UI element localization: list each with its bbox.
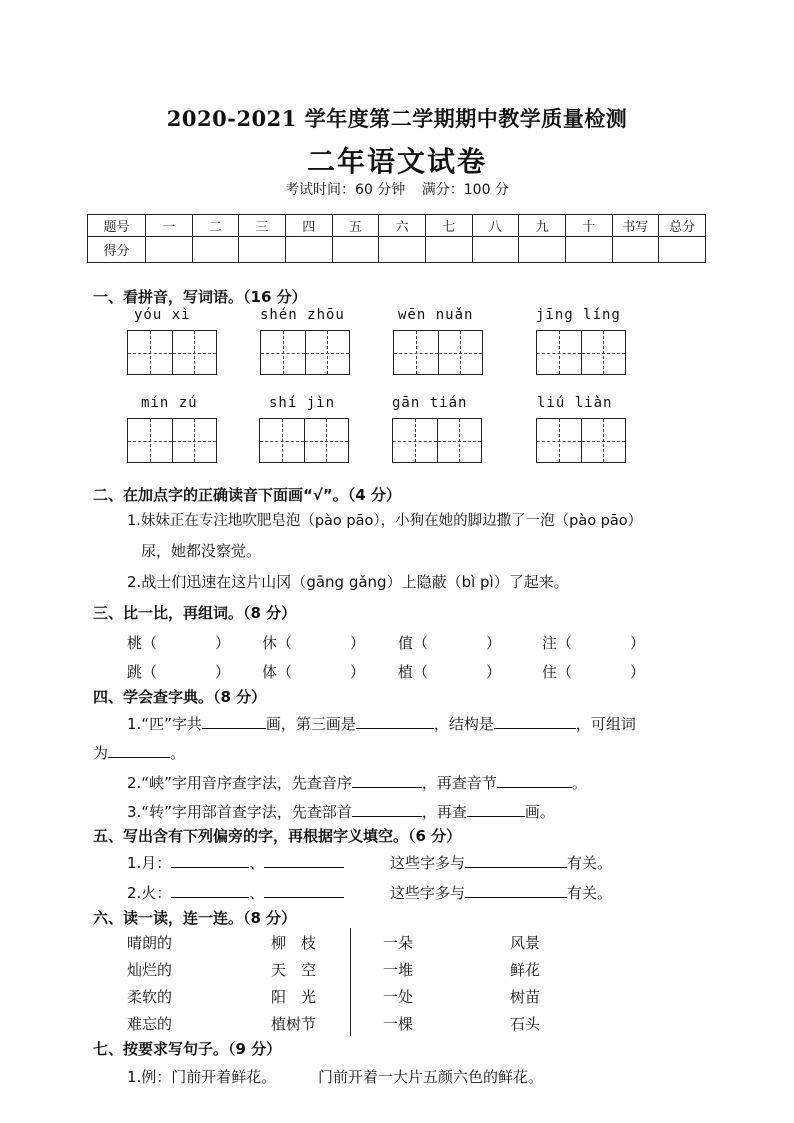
s3-item-close: ） [630, 634, 646, 652]
exam-subtitle: 二年语文试卷 [306, 145, 487, 178]
score-cell[interactable] [659, 237, 706, 263]
answer-blank[interactable] [465, 851, 567, 868]
col-1: 一 [146, 215, 193, 237]
s5-question-2-tail: 这些字多与 有关。 [390, 881, 612, 903]
s3-item: 住（ [542, 663, 573, 681]
writing-grid[interactable] [260, 330, 350, 375]
match-item-adjective[interactable]: 灿烂的 [127, 961, 173, 979]
match-item-object[interactable]: 鲜花 [510, 961, 541, 979]
answer-blank[interactable] [497, 771, 572, 788]
writing-grid[interactable] [127, 418, 217, 463]
writing-grid[interactable] [536, 418, 626, 463]
section-4-heading: 四、学会查字典。（8 分） [93, 688, 267, 706]
match-item-measure[interactable]: 一堆 [383, 961, 414, 979]
s5-question-1-tail: 这些字多与 有关。 [390, 851, 612, 873]
section-2-heading: 二、在加点字的正确读音下面画“√”。（4 分） [93, 486, 401, 504]
match-item-object[interactable]: 树苗 [510, 988, 541, 1006]
pinyin-2: shén zhōu [260, 307, 345, 323]
match-item-measure[interactable]: 一棵 [383, 1015, 414, 1033]
s5-question-2: 2.火： 、 [127, 881, 344, 903]
score-cell[interactable] [612, 237, 659, 263]
score-table-score-row [88, 237, 706, 263]
answer-blank[interactable] [352, 771, 422, 788]
section-6-heading: 六、读一读，连一连。（8 分） [93, 909, 297, 927]
pinyin-8: liú liàn [537, 395, 613, 411]
match-item-adjective[interactable]: 柔软的 [127, 988, 173, 1006]
col-5: 五 [332, 215, 379, 237]
score-cell[interactable] [285, 237, 332, 263]
s4-question-2: 2.“峡”字用音序查字法，先查音序 ，再查音节 。 [127, 771, 587, 793]
answer-blank[interactable] [171, 851, 249, 868]
s4-question-3: 3.“转”字用部首查字法，先查部首 ，再查 画。 [127, 800, 555, 822]
col-3: 三 [239, 215, 286, 237]
exam-time: 考试时间：60 分钟 [285, 182, 406, 198]
s2-question-2: 2.战士们迅速在这片山冈（gāng gǎng）上隐蔽（bì pì）了起来。 [127, 573, 569, 591]
match-item-noun[interactable]: 阳 光 [271, 988, 317, 1006]
answer-blank[interactable] [352, 800, 422, 817]
writing-grid[interactable] [393, 330, 483, 375]
row-label-number: 题号 [88, 215, 146, 237]
s3-item-close: ） [215, 663, 231, 681]
match-item-object[interactable]: 风景 [510, 934, 541, 952]
exam-full-score: 满分：100 分 [421, 182, 509, 198]
match-item-measure[interactable]: 一处 [383, 988, 414, 1006]
match-item-measure[interactable]: 一朵 [383, 934, 414, 952]
s5-question-1: 1.月： 、 [127, 851, 344, 873]
row-label-score: 得分 [88, 237, 146, 263]
answer-blank[interactable] [264, 881, 344, 898]
match-item-noun[interactable]: 柳 枝 [271, 934, 317, 952]
match-item-noun[interactable]: 植树节 [271, 1015, 317, 1033]
score-cell[interactable] [472, 237, 519, 263]
score-cell[interactable] [192, 237, 239, 263]
col-6: 六 [379, 215, 426, 237]
s3-item-close: ） [350, 634, 366, 652]
pinyin-7: gān tián [392, 395, 468, 411]
pinyin-1: yóu xì [134, 307, 191, 323]
pinyin-3: wēn nuǎn [398, 307, 474, 323]
writing-grid[interactable] [536, 330, 626, 375]
exam-info [0, 179, 794, 199]
pinyin-4: jīng líng [536, 307, 621, 323]
col-8: 八 [472, 215, 519, 237]
s3-item: 注（ [542, 634, 573, 652]
answer-blank[interactable] [108, 741, 170, 758]
s7-example-expanded: 门前开着一大片五颜六色的鲜花。 [318, 1068, 544, 1086]
answer-blank[interactable] [494, 712, 576, 729]
s3-item: 植（ [398, 663, 429, 681]
s3-item-close: ） [350, 663, 366, 681]
s3-item-close: ） [215, 634, 231, 652]
score-table-header-row [88, 215, 706, 237]
score-cell[interactable] [519, 237, 566, 263]
col-handwriting: 书写 [612, 215, 659, 237]
pinyin-5: mín zú [141, 395, 198, 411]
section-3-heading: 三、比一比，再组词。（8 分） [93, 604, 297, 622]
match-item-adjective[interactable]: 晴朗的 [127, 934, 173, 952]
match-item-adjective[interactable]: 难忘的 [127, 1015, 173, 1033]
exam-title: 2020-2021 学年度第二学期期中教学质量检测 [166, 106, 628, 131]
score-cell[interactable] [332, 237, 379, 263]
col-2: 二 [192, 215, 239, 237]
s4-question-1: 1.“匹”字共 画，第三画是 ，结构是 ，可组词 [127, 712, 636, 734]
s2-question-1-line-1: 1.妹妹正在专注地吹肥皂泡（pào pāo），小狗在她的脚边撒了一泡（pào pāo） [127, 513, 643, 529]
writing-grid[interactable] [392, 418, 482, 463]
answer-blank[interactable] [264, 851, 344, 868]
answer-blank[interactable] [171, 881, 249, 898]
match-item-object[interactable]: 石头 [510, 1015, 541, 1033]
s2-question-1-line-2: 尿，她都没察觉。 [141, 542, 262, 560]
s3-item-close: ） [630, 663, 646, 681]
col-7: 七 [425, 215, 472, 237]
s3-item: 值（ [398, 634, 429, 652]
match-item-noun[interactable]: 天 空 [271, 961, 317, 979]
s3-item-close: ） [486, 634, 502, 652]
s4-question-1-cont: 为 。 [93, 741, 185, 763]
column-divider [350, 928, 351, 1036]
s3-item-close: ） [486, 663, 502, 681]
s3-item: 跳（ [127, 663, 158, 681]
s7-example-sentence: 1.例：门前开着鲜花。 [127, 1068, 277, 1086]
answer-blank[interactable] [467, 800, 525, 817]
pinyin-6: shí jìn [269, 395, 336, 411]
score-table [87, 214, 706, 263]
section-1-heading: 一、看拼音，写词语。（16 分） [93, 288, 307, 306]
answer-blank[interactable] [202, 712, 266, 729]
score-cell[interactable] [379, 237, 426, 263]
section-7-heading: 七、按要求写句子。（9 分） [93, 1040, 282, 1058]
col-10: 十 [565, 215, 612, 237]
writing-grid[interactable] [127, 330, 217, 375]
score-cell[interactable] [565, 237, 612, 263]
score-cell[interactable] [425, 237, 472, 263]
s3-item: 休（ [262, 634, 293, 652]
col-4: 四 [285, 215, 332, 237]
answer-blank[interactable] [465, 881, 567, 898]
score-cell[interactable] [146, 237, 193, 263]
s3-item: 桃（ [127, 634, 158, 652]
answer-blank[interactable] [356, 712, 434, 729]
writing-grid[interactable] [259, 418, 349, 463]
section-5-heading: 五、写出含有下列偏旁的字，再根据字义填空。（6 分） [93, 827, 462, 845]
s3-item: 体（ [262, 663, 293, 681]
col-total: 总分 [659, 215, 706, 237]
score-cell[interactable] [239, 237, 286, 263]
col-9: 九 [519, 215, 566, 237]
